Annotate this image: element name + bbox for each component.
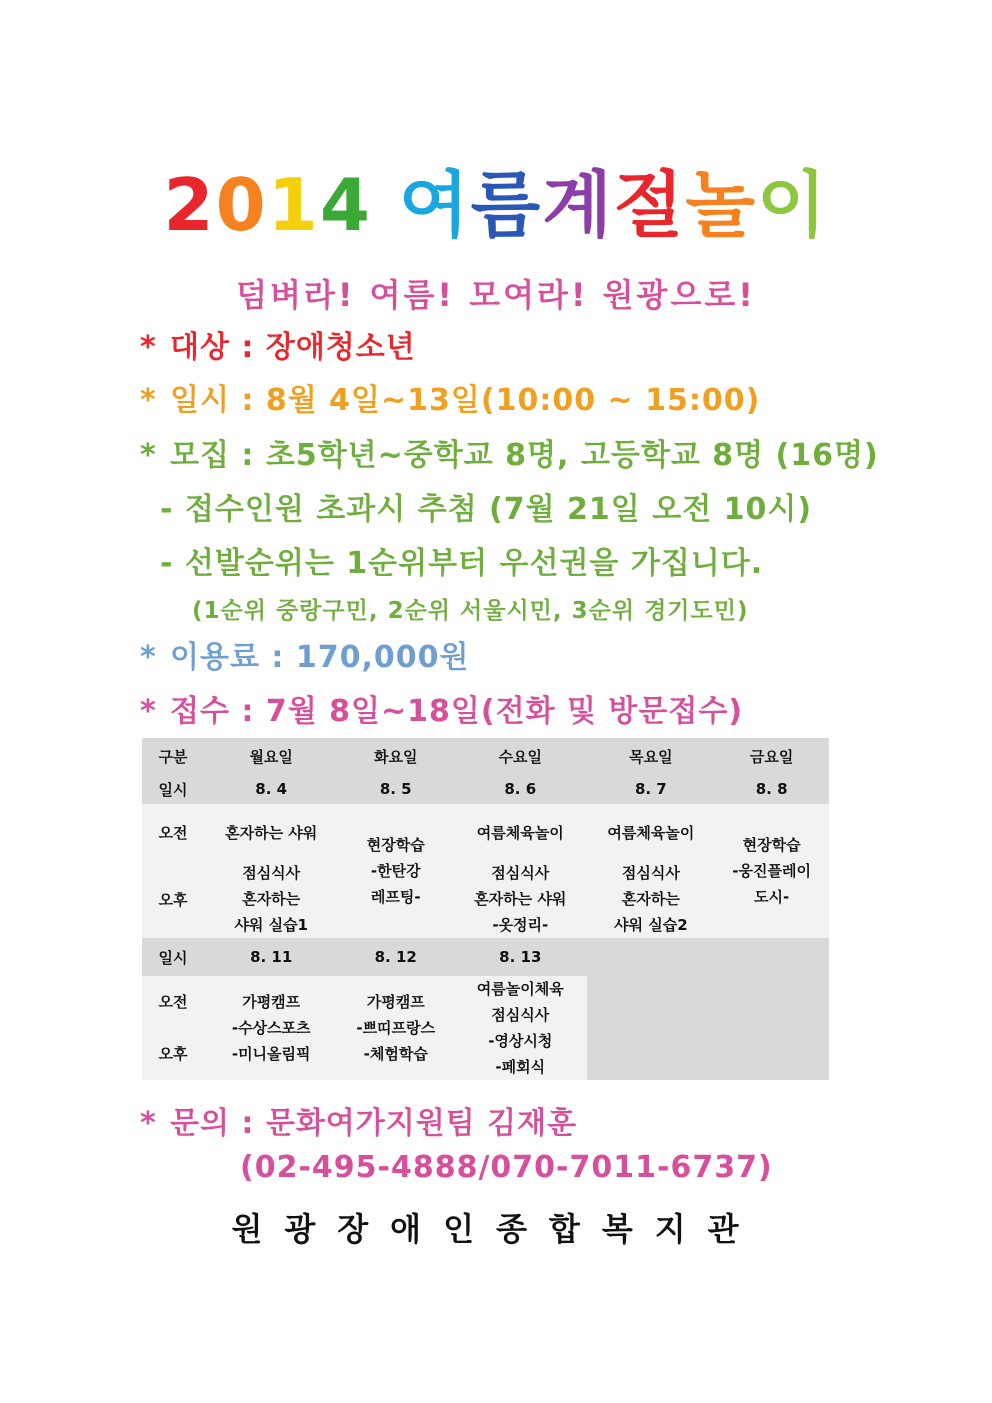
am-cell: 여름체육놀이 — [607, 823, 695, 842]
date-cell: 8. 8 — [755, 780, 788, 798]
contact-phone: (02-495-4888/070-7011-6737) — [240, 1150, 773, 1185]
am-cell: 혼자하는 샤워 — [225, 823, 318, 842]
pm-label: 오후 — [158, 890, 188, 909]
title-char: 름 — [470, 163, 543, 247]
activity-line: 가평캠프 — [366, 993, 425, 1011]
bullet-star: * — [140, 1106, 157, 1141]
date-text: 일시 : 8월 4일~13일(10:00 ~ 15:00) — [170, 383, 761, 418]
activity-line: 혼자하는 샤워 — [474, 890, 567, 908]
activity-line: -옷정리- — [492, 916, 549, 934]
reception-text: 접수 : 7월 8일~18일(전화 및 방문접수) — [170, 694, 744, 729]
activity-line: 도시- — [754, 888, 790, 906]
title-char: 4 — [319, 163, 372, 247]
activity-line: 점심식사 — [242, 864, 301, 882]
recruit-text: 모집 : 초5학년~중학교 8명, 고등학교 8명 (16명) — [170, 438, 879, 473]
organization-name: 원광장애인종합복지관 — [231, 1210, 761, 1248]
activity-line: 레프팅- — [370, 888, 421, 906]
activity-cell — [204, 976, 338, 1080]
title-char: 놀 — [685, 163, 757, 247]
am-cell: 여름체육놀이 — [476, 823, 564, 842]
activity-line: 현장학습 — [742, 836, 801, 854]
activity-cell — [453, 976, 587, 1080]
date-cell: 8. 11 — [204, 938, 338, 976]
activity-cell — [338, 976, 453, 1080]
row-label: 일시 — [158, 780, 188, 799]
date-cell: 8. 12 — [338, 938, 453, 976]
activity-line: 샤워 실습2 — [614, 916, 688, 934]
date-cell: 8. 13 — [453, 938, 587, 976]
activity-line: -영상시청 — [488, 1032, 553, 1050]
date-cell: 8. 7 — [634, 780, 667, 798]
fee-text: 이용료 : 170,000원 — [170, 640, 470, 675]
activity-line: -한탄강 — [370, 862, 421, 880]
row-label: 일시 — [142, 938, 204, 976]
schedule-table — [142, 738, 829, 1080]
slogan: 덤벼라! 여름! 모여라! 원광으로! — [236, 276, 756, 314]
title-char: 이 — [756, 163, 829, 247]
priority-detail: (1순위 중랑구민, 2순위 서울시민, 3순위 경기도민) — [192, 598, 749, 624]
header-cell: 수요일 — [498, 747, 543, 766]
priority-line: - 선발순위는 1순위부터 우선권을 가집니다. — [160, 546, 764, 581]
header-cell: 구분 — [158, 747, 188, 766]
activity-cell — [587, 860, 714, 938]
bullet-star: * — [140, 330, 157, 365]
activity-line: -체험학습 — [363, 1045, 428, 1063]
bullet-star: * — [140, 694, 157, 729]
header-cell: 월요일 — [249, 747, 293, 766]
activity-line: -페회식 — [495, 1058, 546, 1076]
activity-cell — [204, 860, 338, 938]
bullet-star: * — [140, 383, 157, 418]
activity-line: -미니올림픽 — [231, 1045, 311, 1063]
am-label: 오전 — [158, 992, 188, 1011]
activity-cell — [714, 804, 829, 938]
activity-cell — [453, 860, 587, 938]
pm-label: 오후 — [158, 1044, 188, 1063]
date-cell: 8. 4 — [255, 780, 288, 798]
title-char: 계 — [542, 163, 614, 247]
title-char: 1 — [267, 163, 320, 247]
activity-line: 가평캠프 — [242, 993, 301, 1011]
activity-line: 점심식사 — [491, 864, 550, 882]
title-char: 0 — [215, 163, 268, 247]
activity-line: 점심식사 — [621, 864, 680, 882]
title-char: 여 — [399, 163, 471, 247]
date-line — [140, 375, 760, 419]
table-row — [142, 774, 829, 804]
activity-line: 샤워 실습1 — [234, 916, 308, 934]
date-cell: 8. 6 — [504, 780, 537, 798]
activity-line: 현장학습 — [366, 836, 425, 854]
bullet-star: * — [140, 438, 157, 473]
activity-line: -웅진플레이 — [732, 862, 811, 880]
empty-cell — [587, 938, 829, 1080]
activity-line: 여름놀이체육 — [476, 980, 564, 998]
lottery-line: - 접수인원 초과시 추첨 (7월 21일 오전 10시) — [160, 492, 813, 527]
bullet-star: * — [140, 640, 157, 675]
title-char: 2 — [163, 163, 216, 247]
recruit-line — [140, 430, 879, 474]
header-cell: 목요일 — [629, 747, 673, 766]
contact-line — [140, 1098, 577, 1142]
fee-line — [140, 632, 469, 676]
activity-line: 혼자하는 — [242, 890, 301, 908]
target-text: 대상 : 장애청소년 — [170, 330, 416, 365]
header-cell: 금요일 — [749, 747, 794, 766]
header-cell: 화요일 — [373, 747, 418, 766]
title-char — [372, 160, 399, 250]
activity-line: -수상스포츠 — [231, 1019, 311, 1037]
reception-line — [140, 686, 743, 730]
table-row — [142, 938, 829, 976]
table-row — [142, 804, 829, 860]
table-header-row — [142, 738, 829, 774]
activity-line: 혼자하는 — [621, 890, 680, 908]
target-line — [140, 322, 416, 366]
contact-text: 문의 : 문화여가지원팀 김재훈 — [170, 1106, 578, 1141]
activity-line: -쁘띠프랑스 — [356, 1019, 436, 1037]
date-cell: 8. 5 — [379, 780, 412, 798]
activity-line: 점심식사 — [491, 1006, 550, 1024]
activity-cell — [338, 804, 453, 938]
title-char: 절 — [613, 163, 686, 247]
poster-title — [0, 160, 992, 250]
am-label: 오전 — [158, 823, 188, 842]
